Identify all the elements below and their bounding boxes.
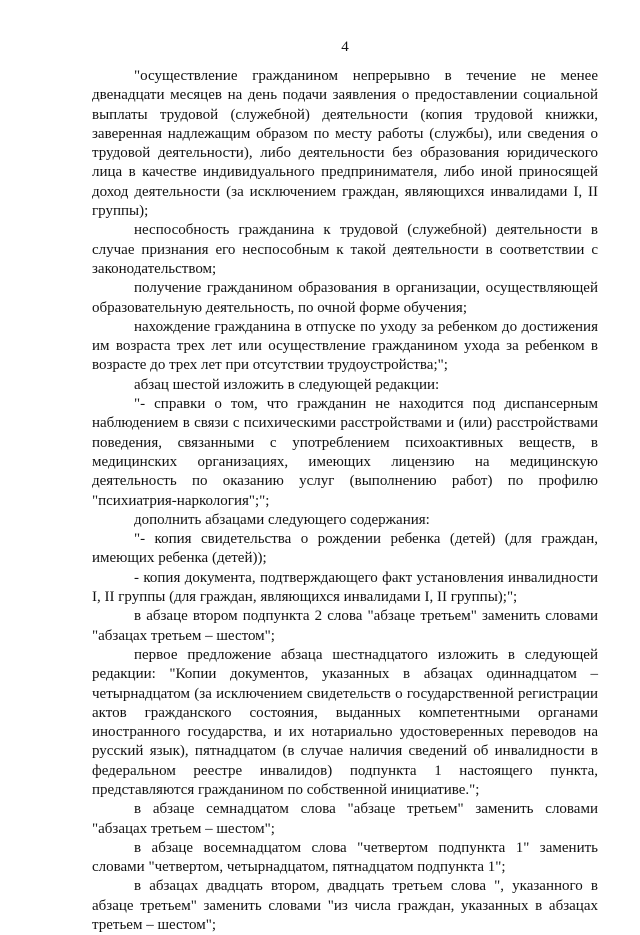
paragraph-birth-certificate: "- копия свидетельства о рождении ребенка (детей) (для граждан, имеющих ребенка (детей)); [92,531,598,567]
paragraph-disability-document: - копия документа, подтверждающего факт установления инвалидности I, II группы (для граждан, являющихся инвалидами I, II группы);"; [92,569,598,606]
page-number: 4 [341,39,349,55]
paragraph-twenty-second-third-abzacy: в абзацах двадцать втором, двадцать третьем слова ", указанного в абзаце третьем" заменить словами "из числа граждан, указанных в абзацах третьем – шестом"; [92,878,598,934]
paragraph-eighteenth-abzac: в абзаце восемнадцатом слова "четвертом подпункта 1" заменить словами "четвертом, четырнадцатом, пятнадцатом подпункта 1"; [92,839,598,876]
paragraph-subpoint-2-replacement: в абзаце втором подпункта 2 слова "абзаце третьем" заменить словами "абзацах третьем – шестом"; [92,608,598,644]
paragraph-seventeenth-abzac: в абзаце семнадцатом слова "абзаце третьем" заменить словами "абзацах третьем – шестом"; [92,801,598,837]
paragraph-parental-leave: нахождение гражданина в отпуске по уходу за ребенком до достижения им возраста трех лет или осуществление гражданином ухода за ребенком в возрасте до трех лет при отсутствии трудоустройства;"; [92,318,598,374]
paragraph-add-abzacy-instruction: дополнить абзацами следующего содержания: [134,511,430,528]
paragraph-employment-condition: "осуществление гражданином непрерывно в течение не менее двенадцати месяцев на день подачи заявления о предоставлении социальной выплаты трудовой (служебной) деятельности (копия трудовой книжки, заверенная надлежащим образом по месту работы (службы), или сведения о трудовой деятельности), либо деятельности без образования юридического лица в качестве индивидуального предпринимателя, либо иной приносящей доход деятельности (за исключением граждан, являющихся инвалидами I, II группы); [92,68,598,220]
paragraph-full-time-education: получение гражданином образования в организации, осуществляющей образовательную деятельность, по очной форме обучения; [92,280,598,316]
paragraph-sixth-abzac-instruction: абзац шестой изложить в следующей редакции: [134,376,440,393]
paragraph-dispensary-certificate: "- справки о том, что гражданин не находится под диспансерным наблюдением в связи с психическими расстройствами и (или) расстройствами поведения, связанными с употреблением психоактивных веществ, в медицинских организациях, имеющих лицензию на медицинскую деятельность по оказанию услуг (выполнению работ) по профилю "психиатрия-наркология";"; [92,396,598,509]
paragraph-sixteenth-abzac-revision: первое предложение абзаца шестнадцатого изложить в следующей редакции: "Копии документов, указанных в абзацах одиннадцатом – четырнадцатом (за исключением свидетельств о государственной регистрации актов гражданского состояния, выданных компетентными органами иностранного государства, и их нотариально удостоверенных переводов на русский язык), пятнадцатом (в случае наличия сведений об инвалидности в федеральном реестре инвалидов) подпункта 1 настоящего пункта, представляются гражданином по собственной инициативе."; [92,646,598,798]
paragraph-inability-to-work: неспособность гражданина к трудовой (служебной) деятельности в случае признания его неспособным к такой деятельности в соответствии с законодательством; [92,222,598,277]
